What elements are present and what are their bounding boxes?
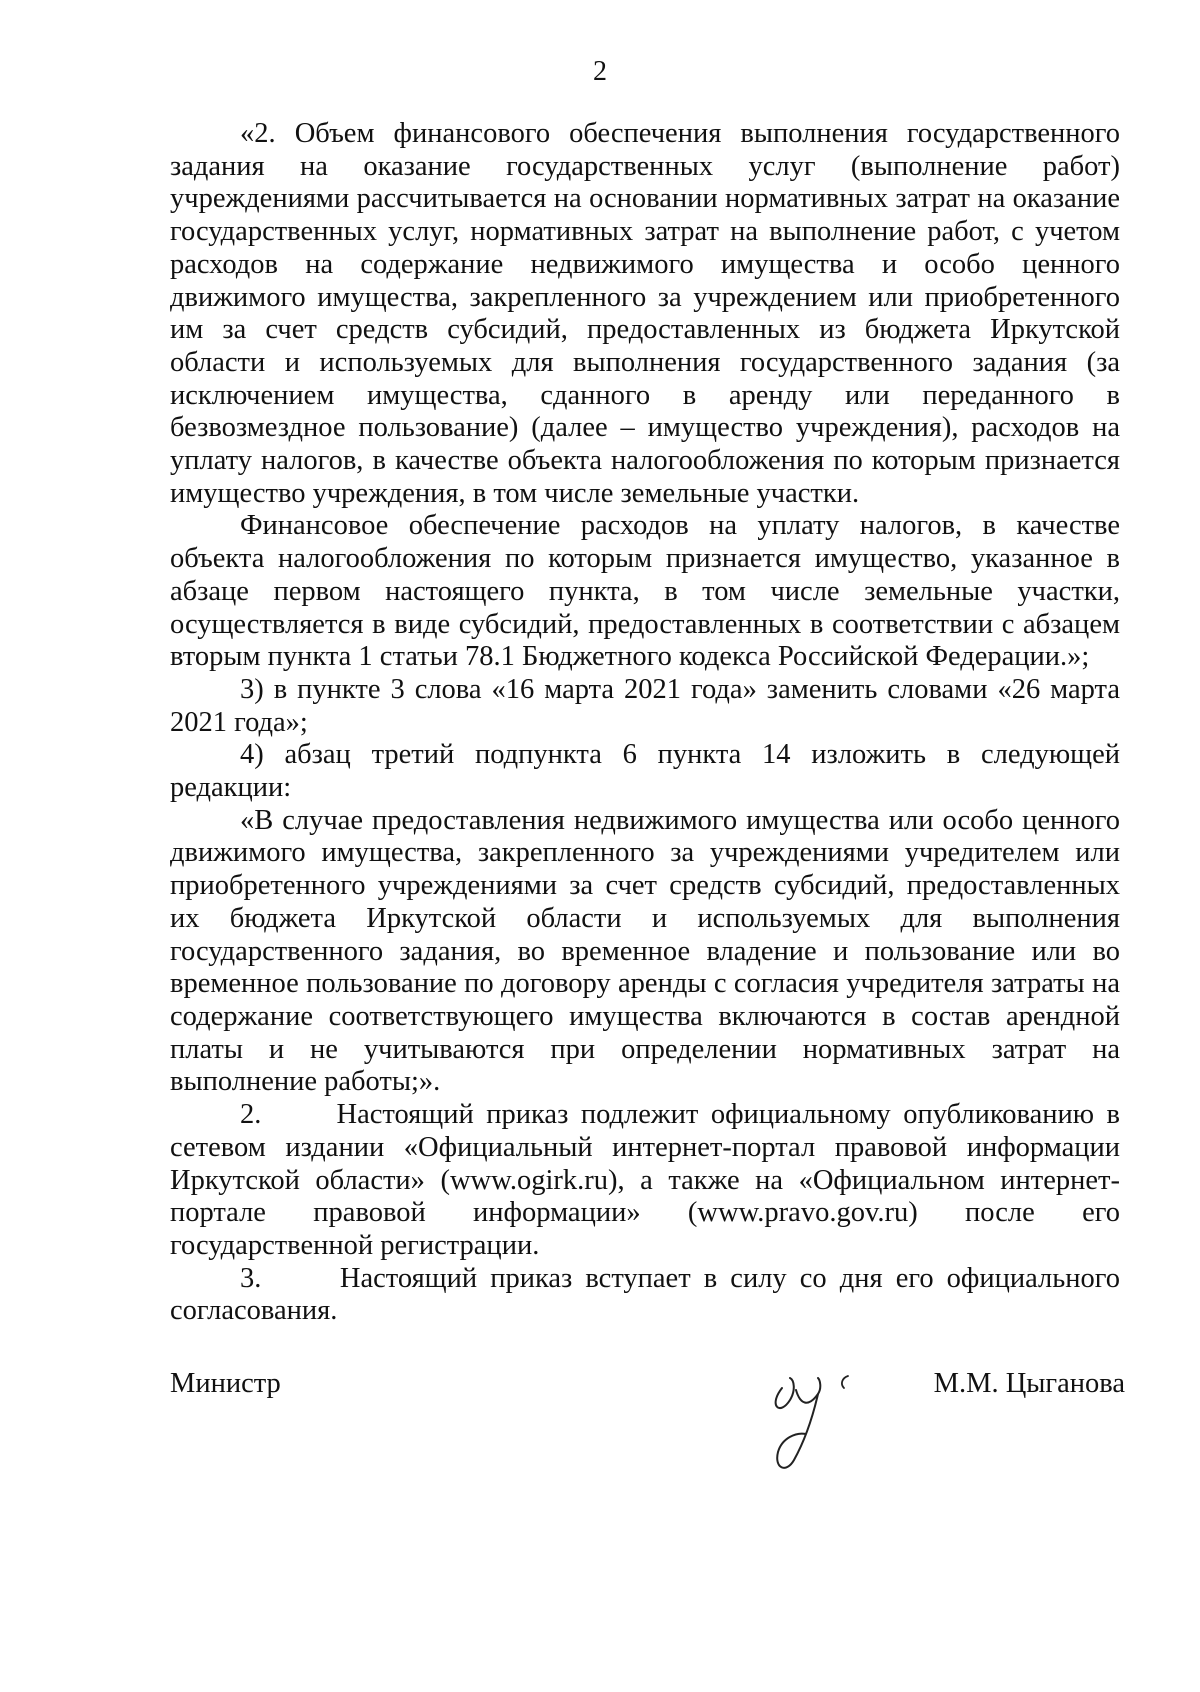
paragraph-entry-into-force: 3. Настоящий приказ вступает в силу со дня его официального согласования.	[170, 1262, 1120, 1327]
signer-name: М.М. Цыганова	[933, 1368, 1125, 1399]
signature-block	[170, 1368, 1125, 1478]
handwritten-signature	[760, 1350, 880, 1480]
paragraph-new-wording: «В случае предоставления недвижимого имущества или особо ценного движимого имущества, закрепленного за учреждениями учредителем или приобретенного учреждениями за счет средств субсидий, предоставленных их бюджета Иркутской области и используемых для выполнения государственного задания, во временное владение и пользование или во временное пользование по договору аренды с согласия учредителя затраты на содержание соответствующего имущества включаются в состав арендной платы и не учитываются при определении нормативных затрат на выполнение работы;».	[170, 804, 1120, 1098]
paragraph-item-3: 3) в пункте 3 слова «16 марта 2021 года» заменить словами «26 марта 2021 года»;	[170, 673, 1120, 738]
paragraph-item-4: 4) абзац третий подпункта 6 пункта 14 изложить в следующей редакции:	[170, 739, 1120, 804]
paragraph-financial-support: Финансовое обеспечение расходов на уплату налогов, в качестве объекта налогообложения по которым признается имущество, указанное в абзаце первом настоящего пункта, в том числе земельные участки, осуществляется в виде субсидий, предоставленных в соответствии с абзацем вторым пункта 1 статьи 78.1 Бюджетного кодекса Российской Федерации.»;	[170, 510, 1120, 673]
page-number: 2	[593, 56, 607, 87]
signer-title: Министр	[170, 1368, 281, 1399]
document-body	[170, 118, 1120, 1328]
paragraph-amendment-item-2: «2. Объем финансового обеспечения выполнения государственного задания на оказание государственных услуг (выполнение работ) учреждениями рассчитывается на основании нормативных затрат на оказание государственных услуг, нормативных затрат на выполнение работ, с учетом расходов на содержание недвижимого имущества и особо ценного движимого имущества, закрепленного за учреждением или приобретенного им за счет средств субсидий, предоставленных из бюджета Иркутской области и используемых для выполнения государственного задания (за исключением имущества, сданного в аренду или переданного в безвозмездное пользование) (далее – имущество учреждения), расходов на уплату налогов, в качестве объекта налогообложения по которым признается имущество учреждения, в том числе земельные участки.	[170, 118, 1120, 509]
paragraph-publication: 2. Настоящий приказ подлежит официальному опубликованию в сетевом издании «Официальный интернет-портал правовой информации Иркутской области» (www.ogirk.ru), а также на «Официальном интернет-портале правовой информации» (www.pravo.gov.ru) после его государственной регистрации.	[170, 1099, 1120, 1261]
